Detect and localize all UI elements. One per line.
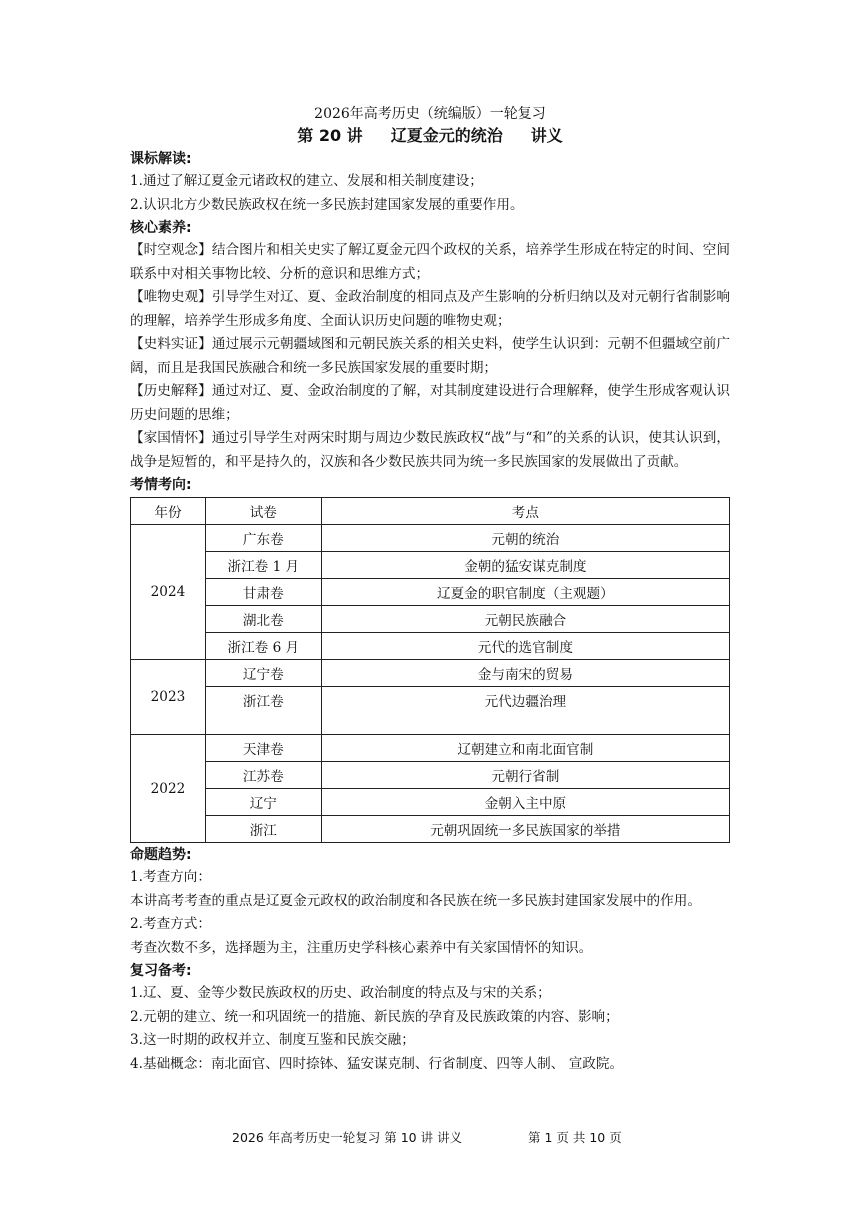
title-lecture: 第 20 讲 (297, 126, 363, 145)
literacy-item (130, 427, 730, 474)
paper-cell: 天津卷 (205, 735, 321, 762)
literacy-item (130, 333, 730, 380)
literacy-text: 通过对辽、夏、金政治制度的了解，对其制度建设进行合理解释，使学生形成客观认识历史问题的思维； (130, 383, 731, 423)
paper-cell: 江苏卷 (205, 762, 321, 789)
review-item: 1.辽、夏、金等少数民族政权的历史、政治制度的特点及与宋的关系； (130, 985, 551, 1001)
year-cell: 2023 (131, 660, 206, 735)
review-item: 4.基础概念：南北面官、四时捺钵、猛安谋克制、行省制度、四等人制、 宣政院。 (130, 1055, 624, 1072)
literacy-tag: 【家国情怀】 (130, 430, 212, 446)
review-item: 2.元朝的建立、统一和巩固统一的措施、新民族的孕育及民族政策的内容、影响； (130, 1008, 619, 1025)
point-cell: 元朝民族融合 (321, 606, 729, 633)
document-subtitle: 2026年高考历史（统编版）一轮复习 (314, 106, 546, 122)
curriculum-heading: 课标解读: (130, 151, 192, 167)
paper-cell: 甘肃卷 (205, 579, 321, 606)
literacy-item (130, 380, 730, 427)
review-heading: 复习备考: (130, 963, 192, 979)
point-cell: 元朝的统治 (321, 525, 729, 552)
footer-title: 2026 年高考历史一轮复习 第 10 讲 讲义 (232, 1130, 463, 1145)
title-kind: 讲义 (530, 126, 563, 145)
point-cell: 元代的选官制度 (321, 633, 729, 660)
literacy-tag: 【时空观念】 (130, 242, 212, 258)
year-cell: 2022 (131, 735, 206, 843)
paper-cell: 浙江卷 (205, 687, 321, 735)
literacy-tag: 【史料实证】 (130, 336, 212, 352)
literacy-heading: 核心素养: (130, 220, 192, 236)
literacy-tag: 【唯物史观】 (130, 289, 212, 305)
point-cell: 金朝的猛安谋克制度 (321, 552, 729, 579)
table-row (131, 816, 730, 843)
trend-direction-text: 本讲高考考查的重点是辽夏金元政权的政治制度和各民族在统一多民族封建国家发展中的作用。 (130, 892, 701, 909)
paper-cell: 辽宁 (205, 789, 321, 816)
literacy-item (130, 239, 730, 286)
point-cell: 金与南宋的贸易 (321, 660, 729, 687)
literacy-text: 通过引导学生对两宋时期与周边少数民族政权“战”与“和”的关系的认识，使其认识到，战争是短暂的，和平是持久的，汉族和各少数民族共同为统一多民族国家的发展做出了贡献。 (130, 430, 731, 470)
paper-cell: 湖北卷 (205, 606, 321, 633)
literacy-item (130, 286, 730, 333)
page-number: 第 1 页 共 10 页 (528, 1130, 622, 1145)
table-row (131, 762, 730, 789)
table-row (131, 633, 730, 660)
trend-method-label: 2.考查方式： (130, 916, 211, 932)
paper-cell: 广东卷 (205, 525, 321, 552)
document-body (130, 104, 730, 1076)
curriculum-item: 2.认识北方少数民族政权在统一多民族封建国家发展的重要作用。 (130, 196, 524, 213)
paper-cell: 浙江 (205, 816, 321, 843)
curriculum-item: 1.通过了解辽夏金元诸政权的建立、发展和相关制度建设； (130, 173, 483, 189)
literacy-tag: 【历史解释】 (130, 383, 212, 399)
point-cell: 辽朝建立和南北面官制 (321, 735, 729, 762)
table-row (131, 606, 730, 633)
paper-cell: 浙江卷 6 月 (205, 633, 321, 660)
table-row (131, 552, 730, 579)
table-row (131, 789, 730, 816)
literacy-text: 通过展示元朝疆域图和元朝民族关系的相关史料，使学生认识到：元朝不但疆域空前广阔，而且是我国民族融合和统一多民族国家发展的重要时期； (130, 336, 731, 376)
point-cell: 元朝行省制 (321, 762, 729, 789)
literacy-text: 引导学生对辽、夏、金政治制度的相同点及产生影响的分析归纳以及对元朝行省制影响的理解，培养学生形成多角度、全面认识历史问题的唯物史观； (130, 289, 731, 329)
paper-cell: 辽宁卷 (205, 660, 321, 687)
exam-heading: 考情考向: (130, 477, 192, 493)
point-cell: 元代边疆治理 (321, 687, 729, 735)
table-row (131, 687, 730, 735)
table-row (131, 525, 730, 552)
review-item: 3.这一时期的政权并立、制度互鉴和民族交融； (130, 1032, 415, 1048)
literacy-text: 结合图片和相关史实了解辽夏金元四个政权的关系，培养学生形成在特定的时间、空间联系中对相关事物比较、分析的意识和思维方式； (130, 242, 731, 282)
title-topic: 辽夏金元的统治 (390, 126, 503, 145)
column-header: 考点 (321, 498, 729, 525)
trend-method-text: 考查次数不多，选择题为主，注重历史学科核心素养中有关家国情怀的知识。 (130, 939, 593, 956)
trend-direction-label: 1.考查方向： (130, 869, 211, 885)
table-header-row (131, 498, 730, 525)
point-cell: 元朝巩固统一多民族国家的举措 (321, 816, 729, 843)
trend-heading: 命题趋势: (130, 847, 192, 863)
point-cell: 辽夏金的职官制度（主观题） (321, 579, 729, 606)
column-header: 年份 (131, 498, 206, 525)
paper-cell: 浙江卷 1 月 (205, 552, 321, 579)
table-row (131, 660, 730, 687)
point-cell: 金朝入主中原 (321, 789, 729, 816)
table-row (131, 735, 730, 762)
column-header: 试卷 (205, 498, 321, 525)
document-title (130, 124, 730, 148)
year-cell: 2024 (131, 525, 206, 660)
exam-table (130, 497, 730, 843)
table-row (131, 579, 730, 606)
